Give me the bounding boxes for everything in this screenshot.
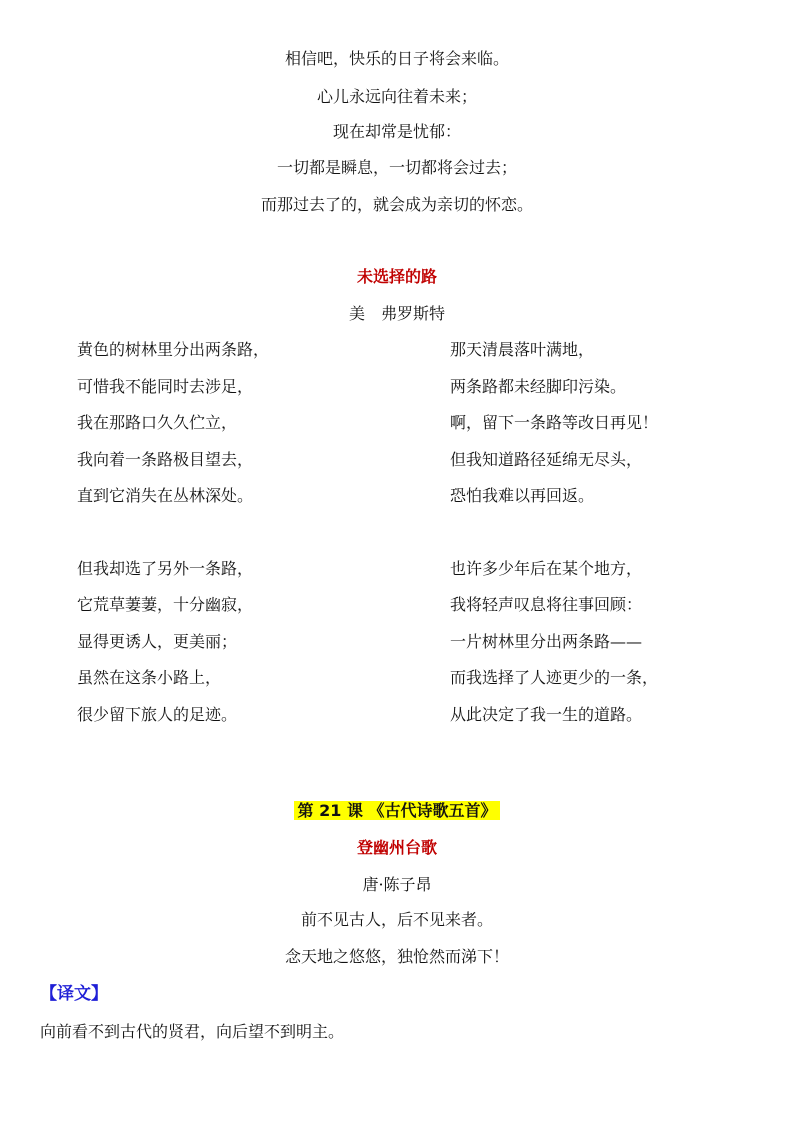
poem-line: 也许多少年后在某个地方， [450,559,643,578]
poem-line: 从此决定了我一生的道路。 [450,705,643,724]
poem-title: 登幽州台歌 [356,838,437,857]
poem-line: 心儿永远向往着未来； [316,87,477,106]
poem-line: 很少留下旅人的足迹。 [77,705,238,724]
poem-line: 显得更诱人，更美丽； [77,632,238,651]
poem-line: 虽然在这条小路上， [77,668,222,687]
poem-line: 一切都是瞬息，一切都将会过去； [276,158,517,177]
poem-line: 直到它消失在丛林深处。 [77,486,254,505]
poem-line: 它荒草萋萋，十分幽寂， [77,595,254,614]
translation-label: 【译文】 [40,984,108,1004]
translation-text: 向前看不到古代的贤君，向后望不到明主。 [40,1022,345,1041]
poem-line: 相信吧，快乐的日子将会来临。 [284,49,509,68]
poem-line: 我向着一条路极目望去， [77,450,254,469]
poem-line: 黄色的树林里分出两条路， [77,340,270,359]
poem-line: 但我知道路径延绵无尽头， [450,450,643,469]
poem-line: 而那过去了的，就会成为亲切的怀恋。 [260,195,533,214]
poem-line: 现在却常是忧郁： [332,122,461,141]
poem-author: 美 弗罗斯特 [348,304,445,323]
poem-author: 唐·陈子昂 [362,875,432,894]
poem-line: 恐怕我难以再回返。 [450,486,595,505]
lesson-heading-row [0,800,794,822]
poem-line: 两条路都未经脚印污染。 [450,377,627,396]
poem-line: 一片树林里分出两条路—— [450,632,643,651]
poem-line: 我在那路口久久伫立， [77,413,238,432]
poem-line: 可惜我不能同时去涉足， [77,377,254,396]
poem-line: 前不见古人，后不见来者。 [300,910,493,929]
poem-line: 但我却选了另外一条路， [77,559,254,578]
poem-line: 那天清晨落叶满地， [450,340,595,359]
poem-line: 而我选择了人迹更少的一条， [450,668,659,687]
poem-line: 念天地之悠悠，独怆然而涕下！ [284,947,509,966]
poem-line: 我将轻声叹息将往事回顾： [450,595,643,614]
poem-line: 啊，留下一条路等改日再见！ [450,413,659,432]
lesson-heading: 第 21 课 《古代诗歌五首》 [294,801,501,820]
poem-title: 未选择的路 [356,267,437,286]
